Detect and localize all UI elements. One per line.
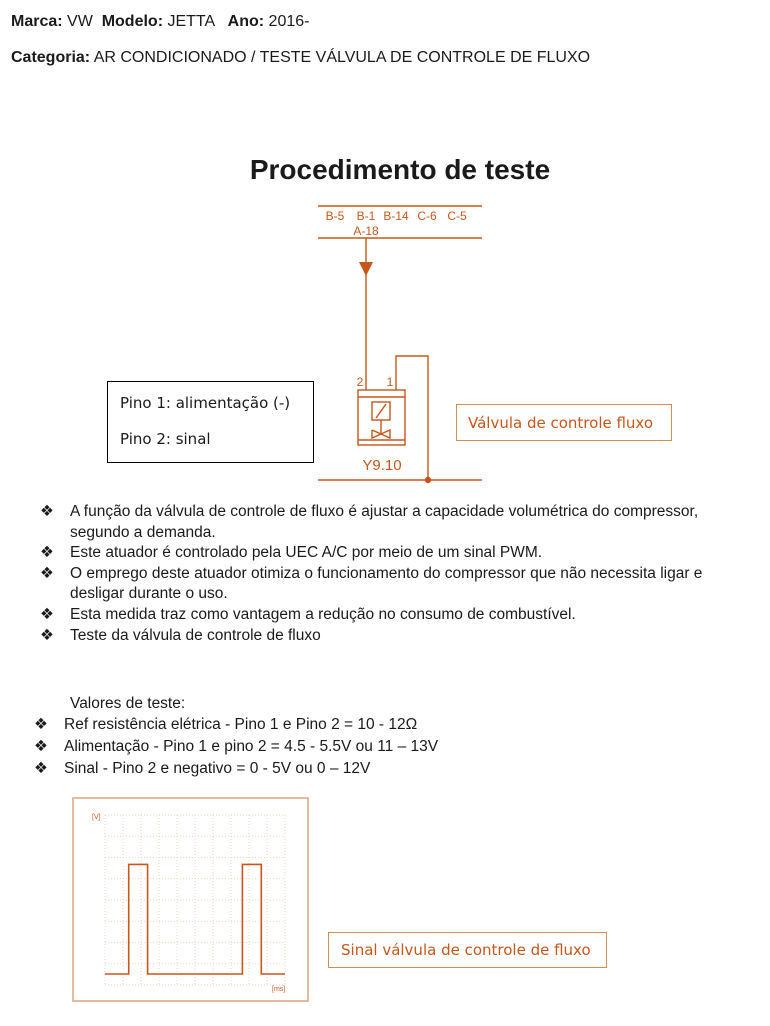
ano-label: Ano: bbox=[227, 13, 265, 30]
diamond-bullet-icon: ❖ bbox=[40, 626, 54, 644]
ano-value: 2016- bbox=[268, 13, 310, 30]
signal-label-box bbox=[328, 932, 607, 968]
diamond-bullet-icon: ❖ bbox=[34, 760, 48, 777]
chart-frame bbox=[73, 798, 308, 1001]
list-item: ❖ O emprego deste atuador otimiza o funcionamento do compressor que não necessita ligar e desligar durante o uso. bbox=[40, 564, 703, 603]
connector-label: C-6 bbox=[417, 209, 437, 223]
page-title: Procedimento de teste bbox=[249, 154, 551, 185]
modelo-label: Modelo: bbox=[101, 13, 164, 30]
modelo-value: JETTA bbox=[167, 13, 215, 30]
diamond-bullet-icon: ❖ bbox=[40, 544, 54, 562]
description-list bbox=[40, 502, 760, 646]
pin-description-box bbox=[107, 381, 314, 463]
component-id: Y9.10 bbox=[362, 457, 402, 474]
signal-label: Sinal válvula de controle de fluxo bbox=[341, 941, 591, 959]
diamond-bullet-icon: ❖ bbox=[34, 716, 48, 733]
list-item: ❖ Teste da válvula de controle de fluxo bbox=[40, 626, 760, 647]
diamond-bullet-icon: ❖ bbox=[40, 503, 54, 520]
list-item: ❖ Ref resistência elétrica - Pino 1 e Pino 2 = 10 - 12Ω bbox=[34, 714, 734, 736]
categoria-value: AR CONDICIONADO / TESTE VÁLVULA DE CONTROLE DE FLUXO bbox=[93, 49, 591, 66]
diamond-bullet-icon: ❖ bbox=[34, 738, 48, 755]
connector-label: B-1 bbox=[356, 209, 376, 223]
valve-label: Válvula de controle fluxo bbox=[468, 414, 654, 432]
list-item: ❖ Alimentação - Pino 1 e pino 2 = 4.5 - 5.5V ou 11 – 13V bbox=[34, 736, 734, 758]
solenoid-diagonal bbox=[376, 404, 386, 418]
list-item: ❖ Sinal - Pino 2 e negativo = 0 - 5V ou 0 – 12V bbox=[34, 758, 734, 780]
pin-2-label: 2 bbox=[356, 375, 364, 389]
categoria-label: Categoria: bbox=[11, 49, 91, 66]
connector-label: B-14 bbox=[383, 209, 409, 223]
connector-label: B-5 bbox=[325, 209, 345, 223]
y-axis-label: [V] bbox=[92, 814, 101, 821]
pin-2-description: Pino 2: sinal bbox=[120, 430, 211, 448]
x-axis-label: [ms] bbox=[272, 986, 286, 993]
arrow-down-icon bbox=[359, 262, 373, 276]
test-values-list bbox=[34, 714, 734, 780]
marca-value: VW bbox=[67, 13, 93, 30]
valve-component-box bbox=[358, 390, 405, 445]
junction-dot bbox=[425, 477, 431, 483]
diamond-bullet-icon: ❖ bbox=[40, 564, 54, 582]
pin-1-description: Pino 1: alimentação (-) bbox=[120, 394, 291, 412]
list-item: ❖ A função da válvula de controle de fluxo é ajustar a capacidade volumétrica do compressor, segundo a demanda. bbox=[40, 503, 699, 541]
connector-label: C-5 bbox=[447, 209, 467, 223]
test-values-heading: Valores de teste: bbox=[70, 695, 186, 712]
connector-sub-label: A-18 bbox=[353, 224, 379, 238]
list-item: ❖ Esta medida traz como vantagem a redução no consumo de combustível. bbox=[40, 605, 760, 626]
valve-label-box bbox=[456, 404, 672, 441]
pin-1-label: 1 bbox=[386, 375, 394, 389]
marca-label: Marca: bbox=[11, 13, 63, 30]
list-item: ❖ Este atuador é controlado pela UEC A/C por meio de um sinal PWM. bbox=[40, 543, 760, 564]
diamond-bullet-icon: ❖ bbox=[40, 605, 54, 623]
signal-chart bbox=[72, 797, 310, 1003]
